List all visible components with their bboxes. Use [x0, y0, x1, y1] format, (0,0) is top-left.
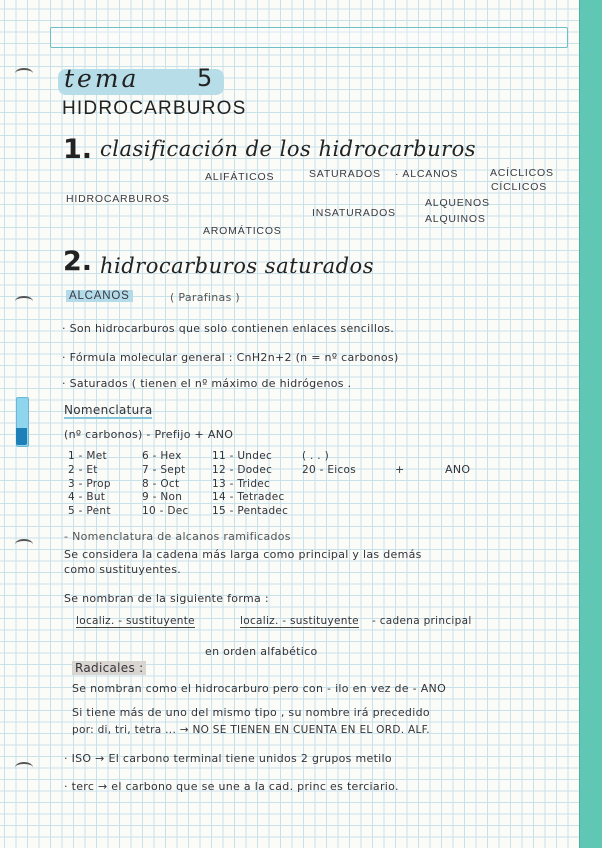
class-alquenos: ALQUENOS — [425, 197, 490, 209]
section2-title: hidrocarburos saturados — [100, 254, 374, 278]
parafinas-note: ( Parafinas ) — [170, 291, 240, 304]
alcanos-heading: ALCANOS — [66, 290, 133, 302]
class-root: HIDROCARBUROS — [66, 193, 170, 205]
formula-part-1: localiz. - sustituyente — [76, 615, 195, 627]
prefix-column-4 — [302, 450, 356, 478]
forma-text: Se nombran de la siguiente forma : — [64, 592, 269, 605]
prefix-item: 15 - Pentadec — [212, 505, 289, 518]
radicales-heading: Radicales : — [72, 661, 146, 675]
class-saturados: SATURADOS — [309, 168, 381, 180]
tema-label: tema — [64, 64, 140, 93]
prefix-item: 12 - Dodec — [212, 463, 273, 476]
prefix-item: 20 - Eicos — [302, 463, 357, 476]
prefix-item: 7 - Sept — [142, 463, 186, 476]
prefix-item: 2 - Et — [68, 463, 98, 476]
orden-text: en orden alfabético — [205, 645, 318, 658]
page-edge-strip — [579, 0, 602, 848]
nomenclatura-rule: (nº carbonos) - Prefijo + ANO — [64, 428, 234, 441]
header-box — [50, 27, 568, 48]
prefix-item: 6 - Hex — [142, 450, 182, 462]
ramificados-text-1: Se considera la cadena más larga como principal y las demás — [64, 548, 422, 561]
prefix-item: 13 - Tridec — [212, 477, 271, 490]
prefix-ano: ANO — [445, 463, 471, 476]
class-aciclicos: ACÍCLICOS — [490, 167, 554, 179]
radicales-line-2: Si tiene más de uno del mismo tipo , su nombre irá precedido — [72, 706, 430, 719]
prefix-item: 4 - But — [68, 491, 106, 504]
class-insaturados: INSATURADOS — [312, 207, 396, 219]
terc-line: · terc → el carbono que se une a la cad. princ es terciario. — [64, 780, 399, 793]
class-alcanos: · ALCANOS — [395, 168, 459, 180]
class-ciclicos: CÍCLICOS — [491, 181, 547, 193]
section1-title: clasificación de los hidrocarburos — [100, 137, 477, 161]
prefix-item: 5 - Pent — [68, 505, 111, 518]
iso-line: · ISO → El carbono terminal tiene unidos 2 grupos metilo — [64, 752, 392, 765]
prefix-column-3 — [212, 450, 288, 519]
prefix-column-2 — [142, 450, 189, 519]
prefix-plus: + — [395, 463, 405, 476]
prefix-column-1 — [68, 450, 111, 519]
tema-number: 5 — [197, 64, 216, 92]
prefix-item: 11 - Undec — [212, 450, 273, 462]
class-alquinos: ALQUINOS — [425, 213, 486, 225]
ramificados-text-2: como sustituyentes. — [64, 563, 182, 576]
prefix-item: ( . . ) — [302, 450, 329, 462]
prefix-item: 9 - Non — [142, 491, 183, 504]
alcanos-line-1: · Son hidrocarburos que solo contienen enlaces sencillos. — [62, 322, 395, 335]
notebook-side-tab-logo — [16, 428, 27, 445]
prefix-item: 10 - Dec — [142, 505, 189, 518]
class-alifaticos: ALIFÁTICOS — [205, 171, 275, 183]
prefix-item: 8 - Oct — [142, 477, 180, 490]
alcanos-line-2: · Fórmula molecular general : CnH2n+2 (n = nº carbonos) — [62, 351, 399, 364]
alcanos-line-3: · Saturados ( tienen el nº máximo de hidrógenos . — [62, 377, 352, 390]
formula-part-3: - cadena principal — [372, 615, 472, 627]
section2-number: 2. — [63, 246, 93, 277]
prefix-item: 14 - Tetradec — [212, 491, 285, 504]
nomenclatura-heading: Nomenclatura — [64, 403, 153, 417]
radicales-line-3: por: di, tri, tetra ... → NO SE TIENEN EN CUENTA EN EL ORD. ALF. — [72, 724, 430, 736]
section1-number: 1. — [63, 134, 93, 165]
binder-hole — [15, 68, 33, 79]
subject-title: HIDROCARBUROS — [62, 98, 247, 119]
binder-hole — [15, 296, 33, 307]
formula-part-2: localiz. - sustituyente — [240, 615, 359, 627]
binder-hole — [15, 762, 33, 773]
ramificados-heading: - Nomenclatura de alcanos ramificados — [64, 530, 291, 543]
binder-hole — [15, 539, 33, 550]
prefix-item: 3 - Prop — [68, 477, 111, 490]
class-aromaticos: AROMÁTICOS — [203, 225, 282, 237]
radicales-line-1: Se nombran como el hidrocarburo pero con - ilo en vez de - ANO — [72, 682, 447, 695]
prefix-item: 1 - Met — [68, 450, 107, 462]
